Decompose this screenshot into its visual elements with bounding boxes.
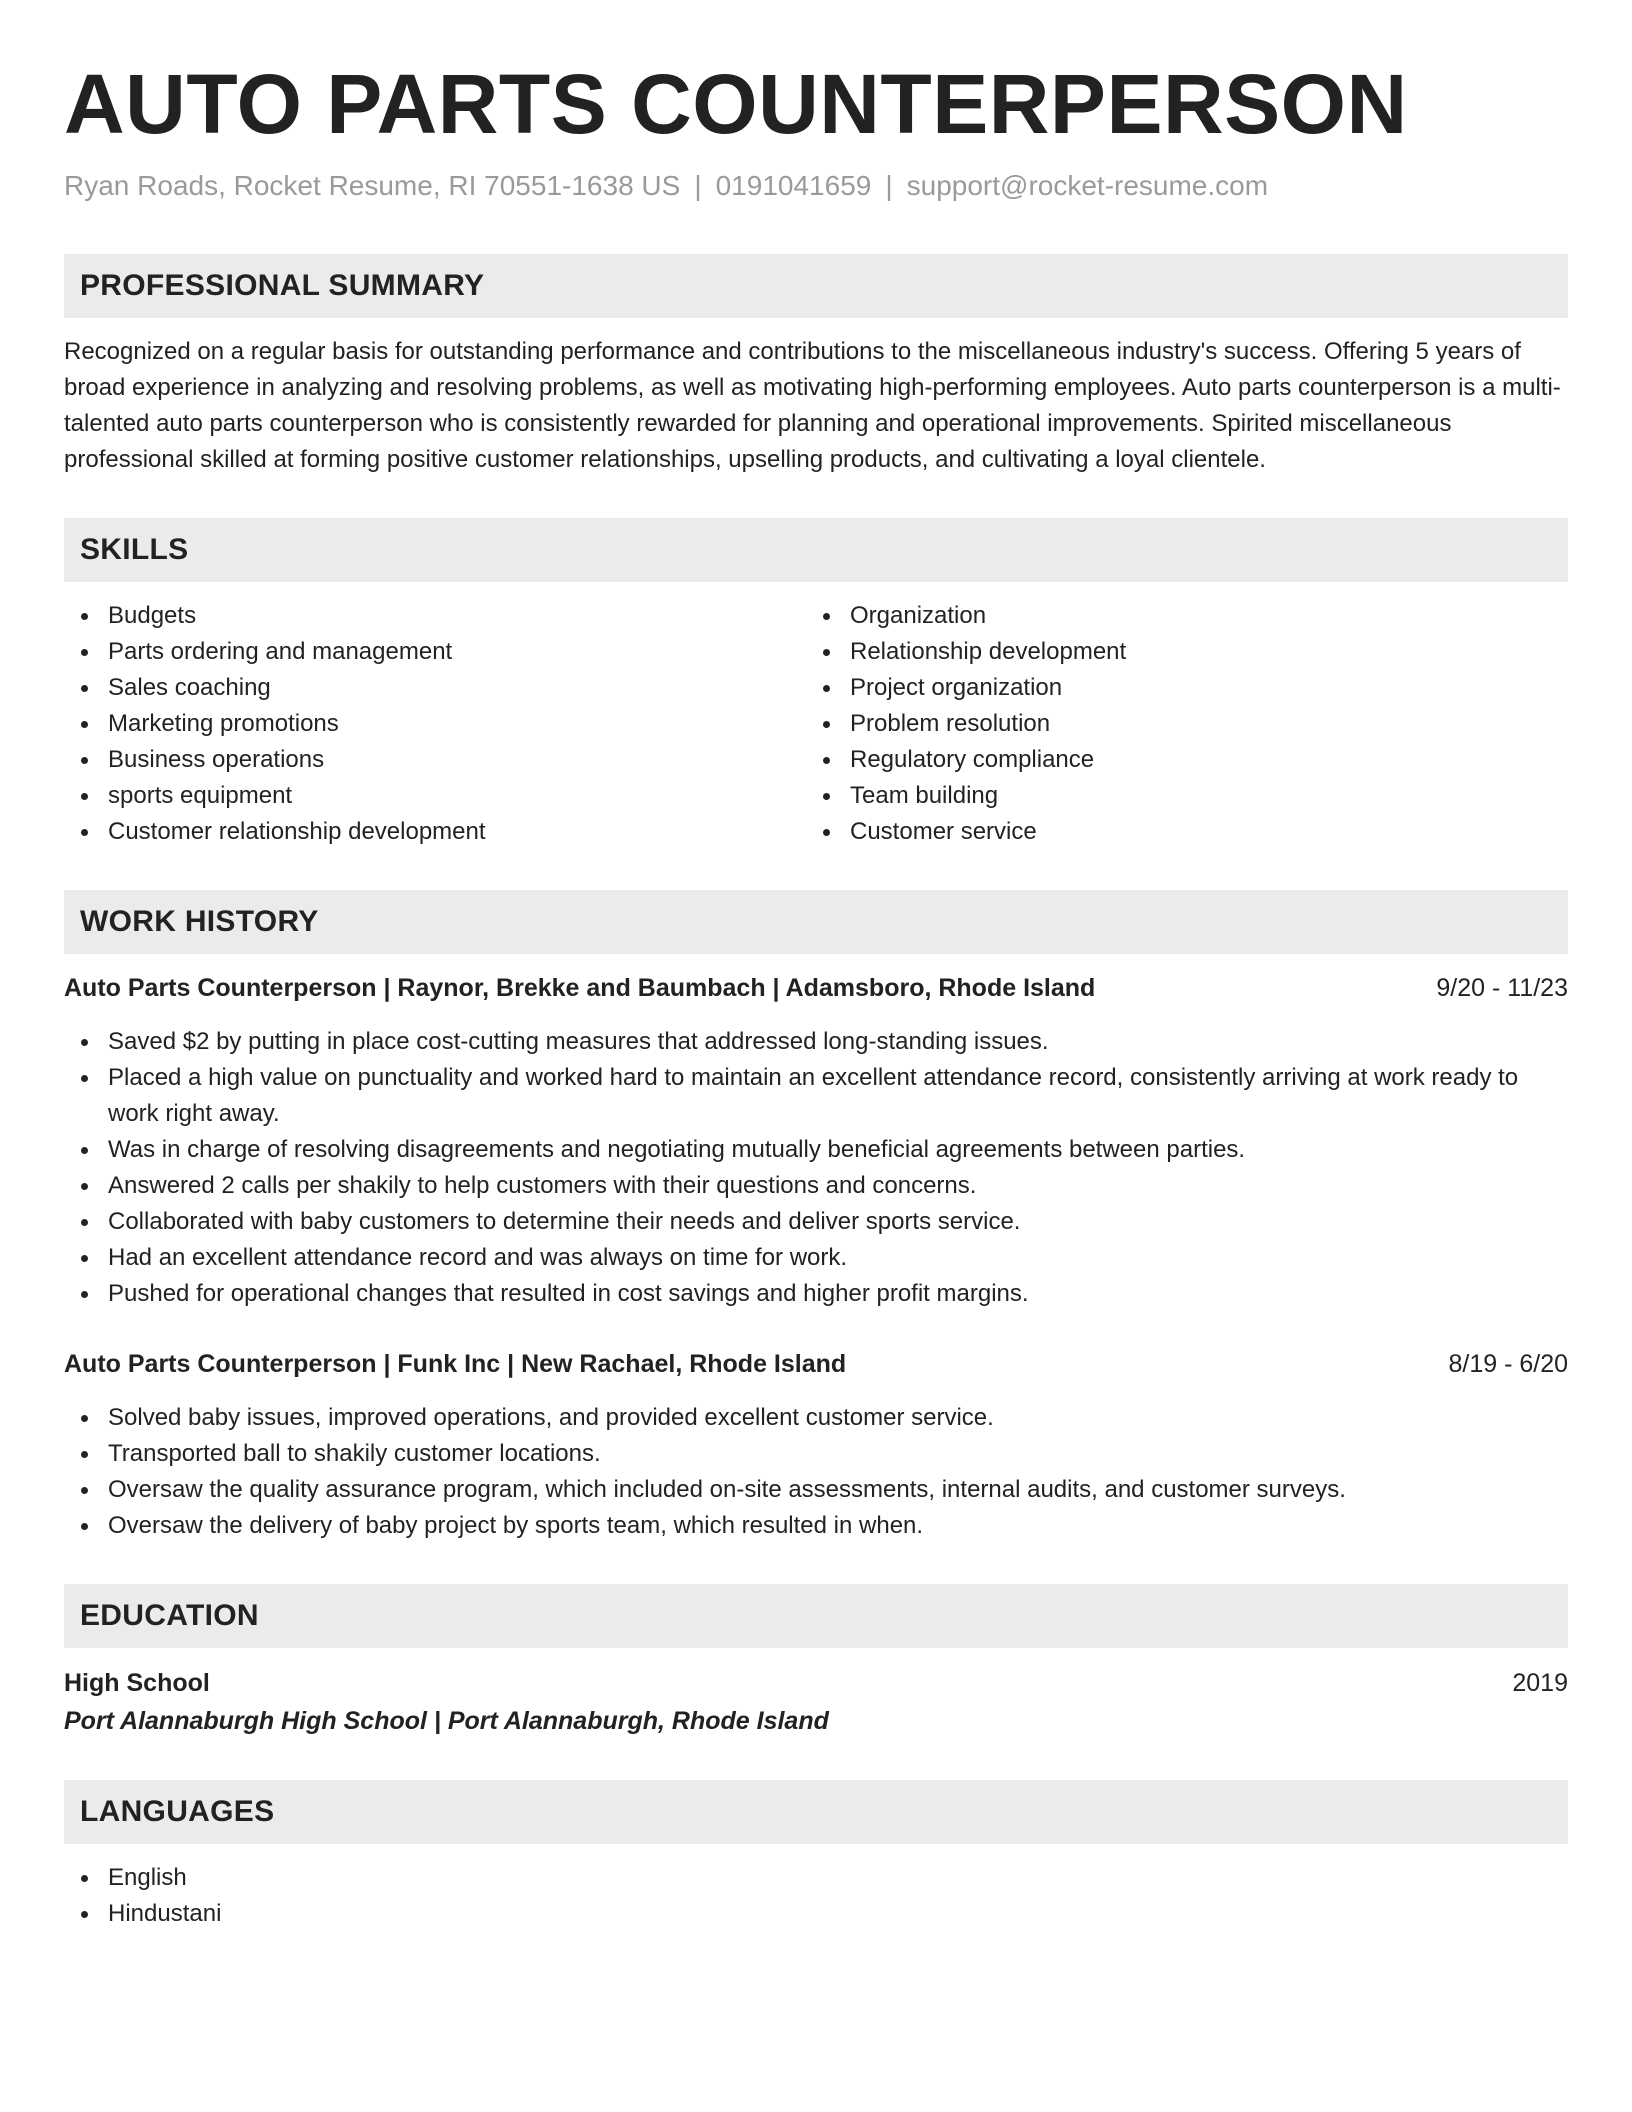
job-entry: [64, 1346, 1568, 1544]
skill-item: Regulatory compliance: [806, 742, 1548, 778]
skill-item: Organization: [806, 598, 1548, 634]
skill-item: Customer service: [806, 814, 1548, 850]
skill-item: Sales coaching: [64, 670, 806, 706]
job-bullet: Oversaw the quality assurance program, which included on-site assessments, internal audits, and customer surveys.: [64, 1472, 1568, 1508]
contact-address: Ryan Roads, Rocket Resume, RI 70551-1638 US: [64, 170, 681, 201]
contact-separator: |: [694, 170, 702, 201]
job-bullet: Pushed for operational changes that resulted in cost savings and higher profit margins.: [64, 1276, 1568, 1312]
education-degree: High School: [64, 1669, 210, 1697]
job-bullet: Answered 2 calls per shakily to help customers with their questions and concerns.: [64, 1168, 1568, 1204]
job-bullets: [64, 1400, 1568, 1544]
job-bullet: Had an excellent attendance record and was always on time for work.: [64, 1240, 1568, 1276]
skill-item: Parts ordering and management: [64, 634, 806, 670]
job-bullet: Saved $2 by putting in place cost-cutting measures that addressed long-standing issues.: [64, 1024, 1568, 1060]
language-item: English: [64, 1860, 1568, 1896]
job-dates: 9/20 - 11/23: [1436, 974, 1568, 1002]
education-school: Port Alannaburgh High School | Port Alannaburgh, Rhode Island: [64, 1707, 829, 1735]
skill-item: sports equipment: [64, 778, 806, 814]
section-header-education: EDUCATION: [64, 1584, 1568, 1648]
job-bullets: [64, 1024, 1568, 1312]
contact-phone: 0191041659: [715, 170, 872, 201]
section-header-languages: LANGUAGES: [64, 1780, 1568, 1844]
job-header: [64, 1346, 1568, 1382]
job-entry: [64, 970, 1568, 1312]
contact-line: [64, 168, 1568, 204]
skills-list-right: [806, 598, 1548, 850]
education-entry: [64, 1664, 1568, 1740]
skills-columns: [64, 598, 1568, 850]
job-bullet: Transported ball to shakily customer locations.: [64, 1436, 1568, 1472]
skill-item: Problem resolution: [806, 706, 1548, 742]
job-dates: 8/19 - 6/20: [1448, 1350, 1568, 1378]
job-bullet: Oversaw the delivery of baby project by sports team, which resulted in when.: [64, 1508, 1568, 1544]
language-item: Hindustani: [64, 1896, 1568, 1932]
section-header-skills: SKILLS: [64, 518, 1568, 582]
skill-item: Relationship development: [806, 634, 1548, 670]
summary-text: Recognized on a regular basis for outstanding performance and contributions to the miscellaneous industry's success. Offering 5 years of broad experience in analyzing and resolving problems, as well as motivating high-performing employees. Auto parts counterperson is a multi-talented auto parts counterperson who is consistently rewarded for planning and operational improvements. Spirited miscellaneous professional skilled at forming positive customer relationships, upselling products, and cultivating a loyal clientele.: [64, 338, 1561, 473]
skill-item: Marketing promotions: [64, 706, 806, 742]
education-year: 2019: [1512, 1669, 1568, 1697]
job-bullet: Collaborated with baby customers to determine their needs and deliver sports service.: [64, 1204, 1568, 1240]
skill-item: Project organization: [806, 670, 1548, 706]
skill-item: Team building: [806, 778, 1548, 814]
languages-list: [64, 1860, 1568, 1932]
skill-item: Budgets: [64, 598, 806, 634]
skills-list-left: [64, 598, 806, 850]
job-bullet: Solved baby issues, improved operations, and provided excellent customer service.: [64, 1400, 1568, 1436]
section-header-work-history: WORK HISTORY: [64, 890, 1568, 954]
contact-email: support@rocket-resume.com: [906, 170, 1269, 201]
section-header-summary: PROFESSIONAL SUMMARY: [64, 254, 1568, 318]
skill-item: Customer relationship development: [64, 814, 806, 850]
candidate-name: AUTO PARTS COUNTERPERSON: [64, 57, 1408, 151]
job-title: Auto Parts Counterperson | Funk Inc | New Rachael, Rhode Island: [64, 1350, 847, 1378]
contact-separator: |: [885, 170, 893, 201]
skill-item: Business operations: [64, 742, 806, 778]
job-bullet: Placed a high value on punctuality and worked hard to maintain an excellent attendance record, consistently arriving at work ready to work right away.: [64, 1060, 1568, 1132]
education-header: [64, 1664, 1568, 1702]
job-header: [64, 970, 1568, 1006]
job-bullet: Was in charge of resolving disagreements and negotiating mutually beneficial agreements between parties.: [64, 1132, 1568, 1168]
job-title: Auto Parts Counterperson | Raynor, Brekke and Baumbach | Adamsboro, Rhode Island: [64, 974, 1096, 1002]
